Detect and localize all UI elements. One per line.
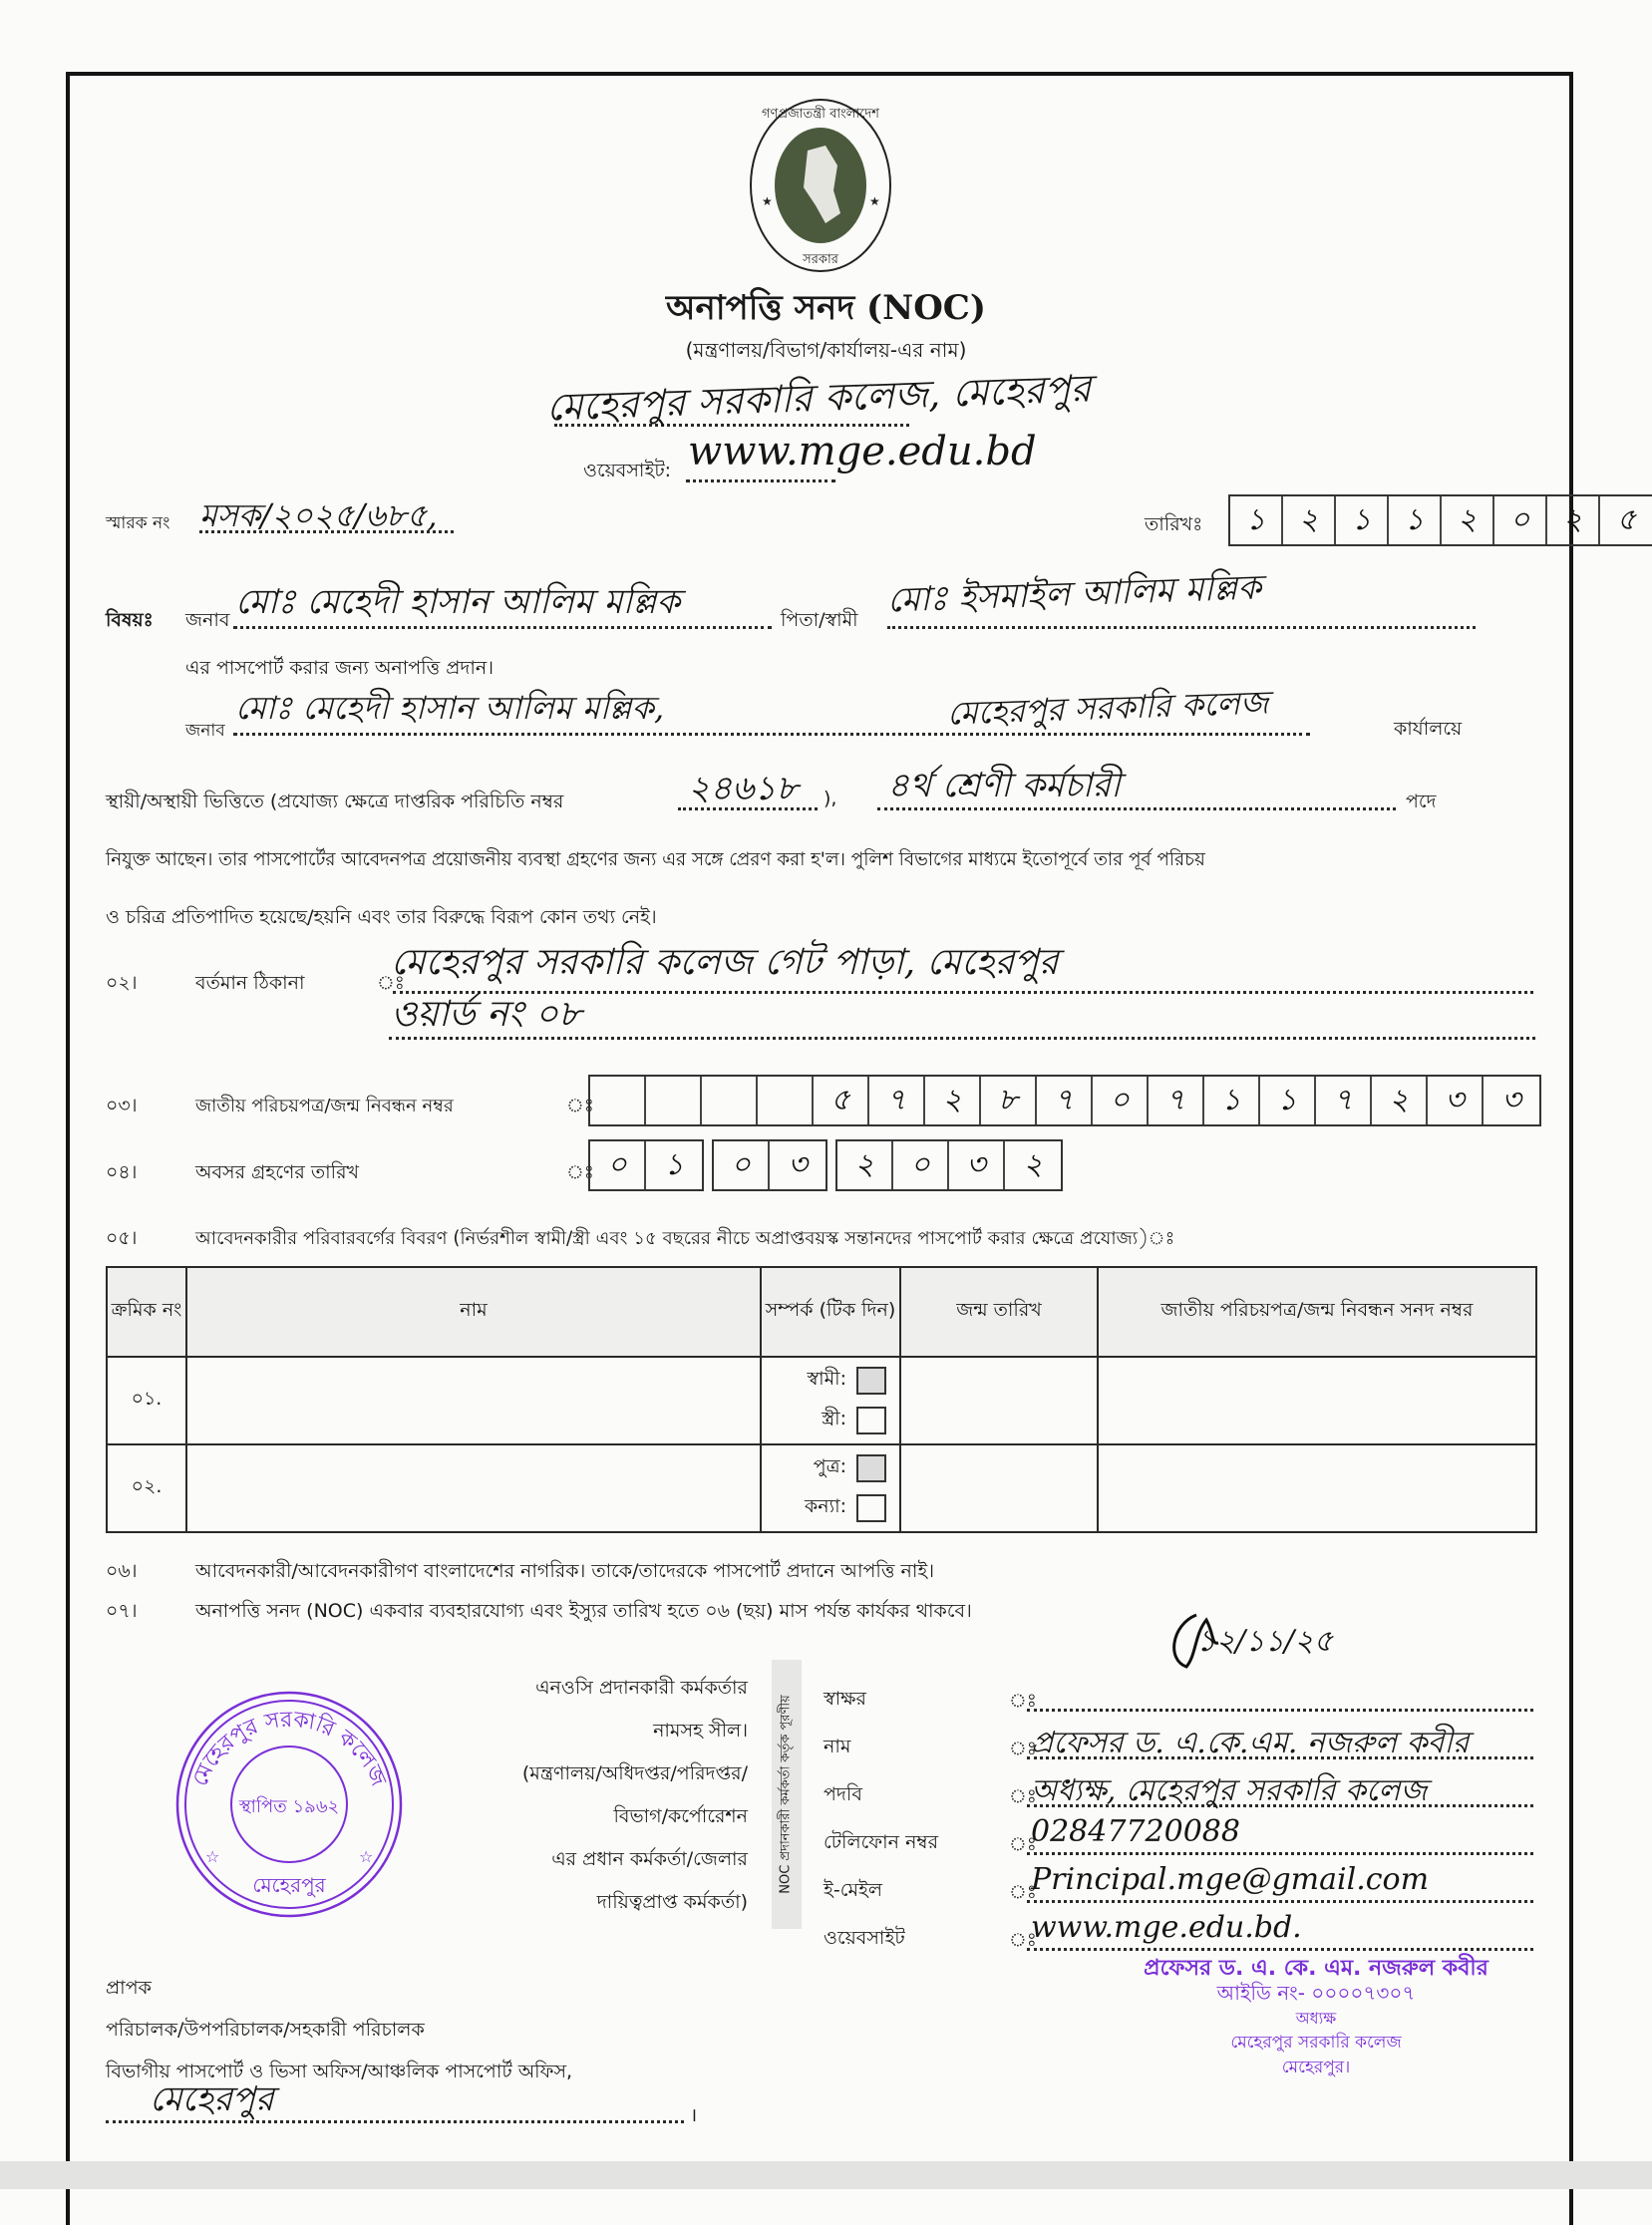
officer-telephone-label: টেলিফোন নম্বর [824, 1831, 939, 1853]
body-paragraph-3: ও চরিত্র প্রতিপাদিত হয়েছে/হয়নি এবং তার বিরুদ্ধে বিরূপ কোন তথ্য নেই। [106, 906, 657, 928]
official-id-field[interactable]: ২৪৬১৮ [688, 769, 799, 808]
designation-field[interactable]: ৪র্থ শ্রেণী কর্মচারী [887, 766, 1121, 805]
row-dob-cell[interactable] [900, 1357, 1098, 1444]
memo-number-field[interactable]: মসক/২০২৫/৬৮৫, [199, 496, 438, 534]
applicant-name-field[interactable]: মোঃ মেহেদী হাসান আলিম মল্লিক [235, 582, 681, 622]
body-office-field[interactable]: মেহেরপুর সরকারি কলেজ [946, 683, 1270, 733]
note-6-num: ০৬। [106, 1560, 138, 1582]
col-relation: সম্পর্ক (টিক দিন) [761, 1267, 900, 1357]
nid-digit-cell[interactable]: ০ [1093, 1077, 1149, 1124]
seal-outer-text: মেহেরপুর সরকারি কলেজ [187, 1707, 391, 1790]
relation-label-husband: স্বামী: [807, 1368, 846, 1390]
retirement-month-group [712, 1139, 827, 1191]
col-dob: জন্ম তারিখ [900, 1267, 1098, 1357]
col-nid: জাতীয় পরিচয়পত্র/জন্ম নিবন্ধন সনদ নম্বর [1098, 1267, 1536, 1357]
paren-close: ), [824, 788, 837, 809]
retirement-label: অবসর গ্রহণের তারিখ [195, 1161, 360, 1183]
body-janab-label: জনাব [185, 721, 225, 741]
officer-colon: ঃ [1009, 1738, 1037, 1759]
son-checkbox[interactable] [856, 1454, 886, 1482]
table-row [107, 1357, 1536, 1444]
officer-colon: ঃ [1009, 1833, 1037, 1855]
nid-digit-cell[interactable]: ৩ [1501, 1082, 1521, 1117]
stamp-designation: অধ্যক্ষ [1295, 2009, 1337, 2028]
address-line-1-field[interactable]: মেহেরপুর সরকারি কলেজ গেট পাড়া, মেহেরপুর [391, 942, 1059, 983]
caption-line: (মন্ত্রণালয়/অধিদপ্তর/পরিদপ্তর/ [521, 1762, 748, 1784]
row-name-cell[interactable] [186, 1357, 761, 1444]
col-name: নাম [186, 1267, 761, 1357]
col-serial: ক্রমিক নং [107, 1267, 186, 1357]
nid-digit-cell[interactable]: ৮ [981, 1077, 1037, 1124]
nid-digit-cell[interactable] [758, 1077, 814, 1124]
svg-text:★: ★ [762, 194, 773, 208]
officer-website-label: ওয়েবসাইট [824, 1927, 905, 1949]
retirement-month-cell[interactable]: ৩ [788, 1146, 808, 1182]
office-suffix: কার্যালয়ে [1394, 718, 1463, 740]
date-digit-cell[interactable]: ১ [1336, 496, 1389, 544]
officer-website-field[interactable]: www.mge.edu.bd. [1031, 1910, 1302, 1945]
officer-designation-field[interactable]: অধ্যক্ষ, মেহেরপুর সরকারি কলেজ [1031, 1773, 1428, 1808]
nid-digit-cell[interactable]: ৭ [1316, 1077, 1372, 1124]
date-digit-cell[interactable]: ২ [1442, 496, 1494, 544]
relation-label-wife: স্ত্রী: [822, 1408, 846, 1430]
pode-label: পদে [1406, 791, 1437, 812]
nid-colon: ঃ [566, 1095, 594, 1116]
janab-label: জনাব [185, 609, 230, 631]
emblem-bottom-text: সরকার [803, 252, 838, 267]
body-name-field[interactable]: মোঃ মেহেদী হাসান আলিম মল্লিক, [235, 689, 665, 727]
footer-band [0, 2161, 1652, 2189]
retirement-month-cell[interactable]: ০ [714, 1141, 770, 1189]
note-7-text: অনাপত্তি সনদ (NOC) একবার ব্যবহারযোগ্য এবং ইস্যুর তারিখ হতে ০৬ (ছয়) মাস পর্যন্ত কার্যকর থাকবে। [195, 1600, 972, 1622]
caption-line: এর প্রধান কর্মকর্তা/জেলার [551, 1848, 748, 1870]
officer-telephone-field[interactable]: 02847720088 [1031, 1814, 1240, 1849]
nid-digit-cell[interactable] [702, 1077, 758, 1124]
nid-digit-cell[interactable] [646, 1077, 702, 1124]
retirement-year-cell[interactable]: ২ [837, 1141, 893, 1189]
recipient-line-1: পরিচালক/উপপরিচালক/সহকারী পরিচালক [106, 2019, 425, 2041]
row-name-cell[interactable] [186, 1444, 761, 1532]
vertical-label [772, 1660, 802, 1929]
nid-digit-cell[interactable]: ১ [1260, 1077, 1316, 1124]
row-nid-cell[interactable] [1098, 1357, 1536, 1444]
date-label: তারিখঃ [1145, 513, 1203, 535]
retirement-year-cell[interactable]: ০ [893, 1141, 949, 1189]
date-digit-cell[interactable]: ২ [1547, 496, 1600, 544]
note-6-text: আবেদনকারী/আবেদনকারীগণ বাংলাদেশের নাগরিক। তাকে/তাদেরকে পাসপোর্ট প্রদানে আপত্তি নাই। [195, 1560, 935, 1582]
officer-email-field[interactable]: Principal.mge@gmail.com [1031, 1862, 1430, 1897]
officer-colon: ঃ [1009, 1690, 1037, 1712]
father-label: পিতা/স্বামী [781, 609, 858, 631]
svg-text:☆: ☆ [359, 1847, 374, 1866]
body-paragraph-2: নিযুক্ত আছেন। তার পাসপোর্টের আবেদনপত্র প্রয়োজনীয় ব্যবস্থা গ্রহণের জন্য এর সঙ্গে প্রেরণ করা হ'ল। পুলিশ বিভাগের মাধ্যমে ইতোপূর্বে তার পূর্ব পরিচয় [106, 849, 1205, 870]
caption-line: এনওসি প্রদানকারী কর্মকর্তার [535, 1677, 748, 1699]
retirement-colon: ঃ [566, 1161, 594, 1183]
row-serial: ০২. [107, 1444, 186, 1532]
daughter-checkbox[interactable] [856, 1494, 886, 1522]
retirement-year-cell[interactable]: ৩ [949, 1141, 1005, 1189]
website-label: ওয়েবসাইট: [583, 460, 672, 481]
retirement-num: ০৪। [106, 1161, 138, 1183]
officer-signature-label: স্বাক্ষর [824, 1688, 866, 1710]
date-digit-cell[interactable]: ১ [1230, 496, 1283, 544]
husband-checkbox[interactable] [856, 1367, 886, 1395]
nid-digit-cell[interactable]: ১ [1204, 1077, 1260, 1124]
signature-date-field[interactable]: ১২/১১/২৫ [1196, 1624, 1334, 1659]
date-digit-cell[interactable]: ২ [1283, 496, 1336, 544]
permanent-text: স্থায়ী/অস্থায়ী ভিত্তিতে (প্রযোজ্য ক্ষেত্রে দাপ্তরিক পরিচিতি নম্বর [106, 791, 564, 812]
row-serial: ০১. [107, 1357, 186, 1444]
row-dob-cell[interactable] [900, 1444, 1098, 1532]
office-name-field[interactable]: মেহেরপুর সরকারি কলেজ, মেহেরপুর [545, 366, 1093, 430]
retirement-year-group [835, 1139, 1063, 1191]
address-line-2-field[interactable]: ওয়ার্ড নং ০৮ [391, 994, 582, 1035]
subject-label: বিষয়ঃ [106, 609, 154, 631]
nid-num: ০৩। [106, 1095, 138, 1116]
officer-designation-label: পদবি [824, 1783, 862, 1805]
family-num: ০৫। [106, 1227, 138, 1249]
retirement-day-cell[interactable]: ০ [590, 1141, 646, 1189]
subject-line-2: এর পাসপোর্ট করার জন্য অনাপত্তি প্রদান। [185, 657, 495, 679]
relation-label-son: পুত্র: [813, 1455, 846, 1477]
stamp-name: প্রফেসর ড. এ. কে. এম. নজরুল কবীর [1144, 1956, 1488, 1981]
row-nid-cell[interactable] [1098, 1444, 1536, 1532]
nid-number-boxes [588, 1075, 1541, 1126]
recipient-city-field[interactable]: মেহেরপুর [150, 2079, 274, 2119]
issue-date-boxes [1228, 494, 1652, 546]
page-title: অনাপত্তি সনদ (NOC) [666, 288, 986, 328]
nid-digit-cell[interactable]: ৭ [1149, 1077, 1204, 1124]
nid-digit-cell[interactable]: ৫ [814, 1077, 869, 1124]
family-table [106, 1266, 1537, 1533]
family-label: আবেদনকারীর পরিবারবর্গের বিবরণ (নির্ভরশীল স্বামী/স্ত্রী এবং ১৫ বছরের নীচে অপ্রাপ্তবয়স্ক সন্তানদের পাসপোর্ট করার ক্ষেত্রে প্রযোজ্য)ঃ [195, 1228, 1175, 1249]
stamp-college: মেহেরপুর সরকারি কলেজ [1230, 2033, 1402, 2053]
seal-center-text: স্থাপিত ১৯৬২ [238, 1796, 340, 1817]
emblem-top-text: গণপ্রজাতন্ত্রী বাংলাদেশ [762, 107, 879, 122]
address-num: ০২। [106, 972, 138, 994]
officer-stamp [1097, 1956, 1535, 2080]
college-seal-icon [169, 1685, 409, 1924]
officer-email-label: ই-মেইল [824, 1879, 883, 1901]
officer-caption [389, 1667, 748, 1924]
address-label: বর্তমান ঠিকানা [195, 972, 305, 994]
row-relation-cell [761, 1444, 900, 1532]
stamp-city: মেহেরপুর। [1281, 2058, 1351, 2077]
website-field[interactable]: www.mge.edu.bd [688, 429, 1037, 475]
retirement-day-group [588, 1139, 704, 1191]
caption-line: বিভাগ/কর্পোরেশন [613, 1805, 748, 1827]
seal-bottom-text: মেহেরপুর [252, 1873, 326, 1897]
officer-name-label: নাম [824, 1736, 851, 1757]
retirement-day-cell[interactable]: ১ [664, 1146, 684, 1182]
nid-digit-cell[interactable]: ২ [925, 1077, 981, 1124]
address-colon: ঃ [377, 972, 405, 994]
memo-label: স্মারক নং [106, 513, 170, 533]
recipient-label: প্রাপক [106, 1977, 152, 1999]
retirement-year-cell[interactable]: ২ [1023, 1146, 1043, 1182]
svg-text:☆: ☆ [205, 1847, 220, 1866]
caption-line: দায়িত্বপ্রাপ্ত কর্মকর্তা) [596, 1891, 748, 1913]
nid-label: জাতীয় পরিচয়পত্র/জন্ম নিবন্ধন নম্বর [195, 1096, 454, 1116]
signature-icon [1156, 1605, 1236, 1675]
government-emblem-icon [746, 96, 895, 275]
stamp-id: আইডি নং- ০০০০৭৩০৭ [1216, 1981, 1416, 2005]
nid-digit-cell[interactable]: ২ [1372, 1077, 1428, 1124]
officer-colon: ঃ [1009, 1881, 1037, 1903]
retirement-date-boxes [588, 1139, 1063, 1191]
caption-line: নামসহ সীল। [653, 1720, 748, 1742]
date-digit-cell[interactable]: ৫ [1616, 501, 1637, 537]
family-table-header [107, 1267, 1536, 1357]
officer-colon: ঃ [1009, 1785, 1037, 1807]
recipient-end: । [690, 2104, 698, 2126]
officer-name-field[interactable]: প্রফেসর ড. এ.কে.এম. নজরুল কবীর [1031, 1726, 1470, 1760]
relation-label-daughter: কন্যা: [804, 1495, 846, 1517]
date-digit-cell[interactable]: ১ [1389, 496, 1442, 544]
office-subtitle: (মন্ত্রণালয়/বিভাগ/কার্যালয়-এর নাম) [685, 338, 967, 362]
date-digit-cell[interactable]: ০ [1494, 496, 1547, 544]
nid-digit-cell[interactable] [590, 1077, 646, 1124]
table-row [107, 1444, 1536, 1532]
nid-digit-cell[interactable]: ৩ [1428, 1077, 1484, 1124]
recipient-line-2: বিভাগীয় পাসপোর্ট ও ভিসা অফিস/আঞ্চলিক পাসপোর্ট অফিস, [106, 2061, 573, 2082]
nid-digit-cell[interactable]: ৭ [1037, 1077, 1093, 1124]
row-relation-cell [761, 1357, 900, 1444]
vertical-label-text: NOC প্রদানকারী কর্মকর্তা কর্তৃক পূরণীয় [778, 1695, 794, 1894]
officer-colon: ঃ [1009, 1929, 1037, 1951]
note-7-num: ০৭। [106, 1600, 138, 1622]
svg-text:★: ★ [869, 194, 880, 208]
wife-checkbox[interactable] [856, 1407, 886, 1434]
father-name-field[interactable]: মোঃ ইসমাইল আলিম মল্লিক [886, 567, 1262, 621]
nid-digit-cell[interactable]: ৭ [869, 1077, 925, 1124]
